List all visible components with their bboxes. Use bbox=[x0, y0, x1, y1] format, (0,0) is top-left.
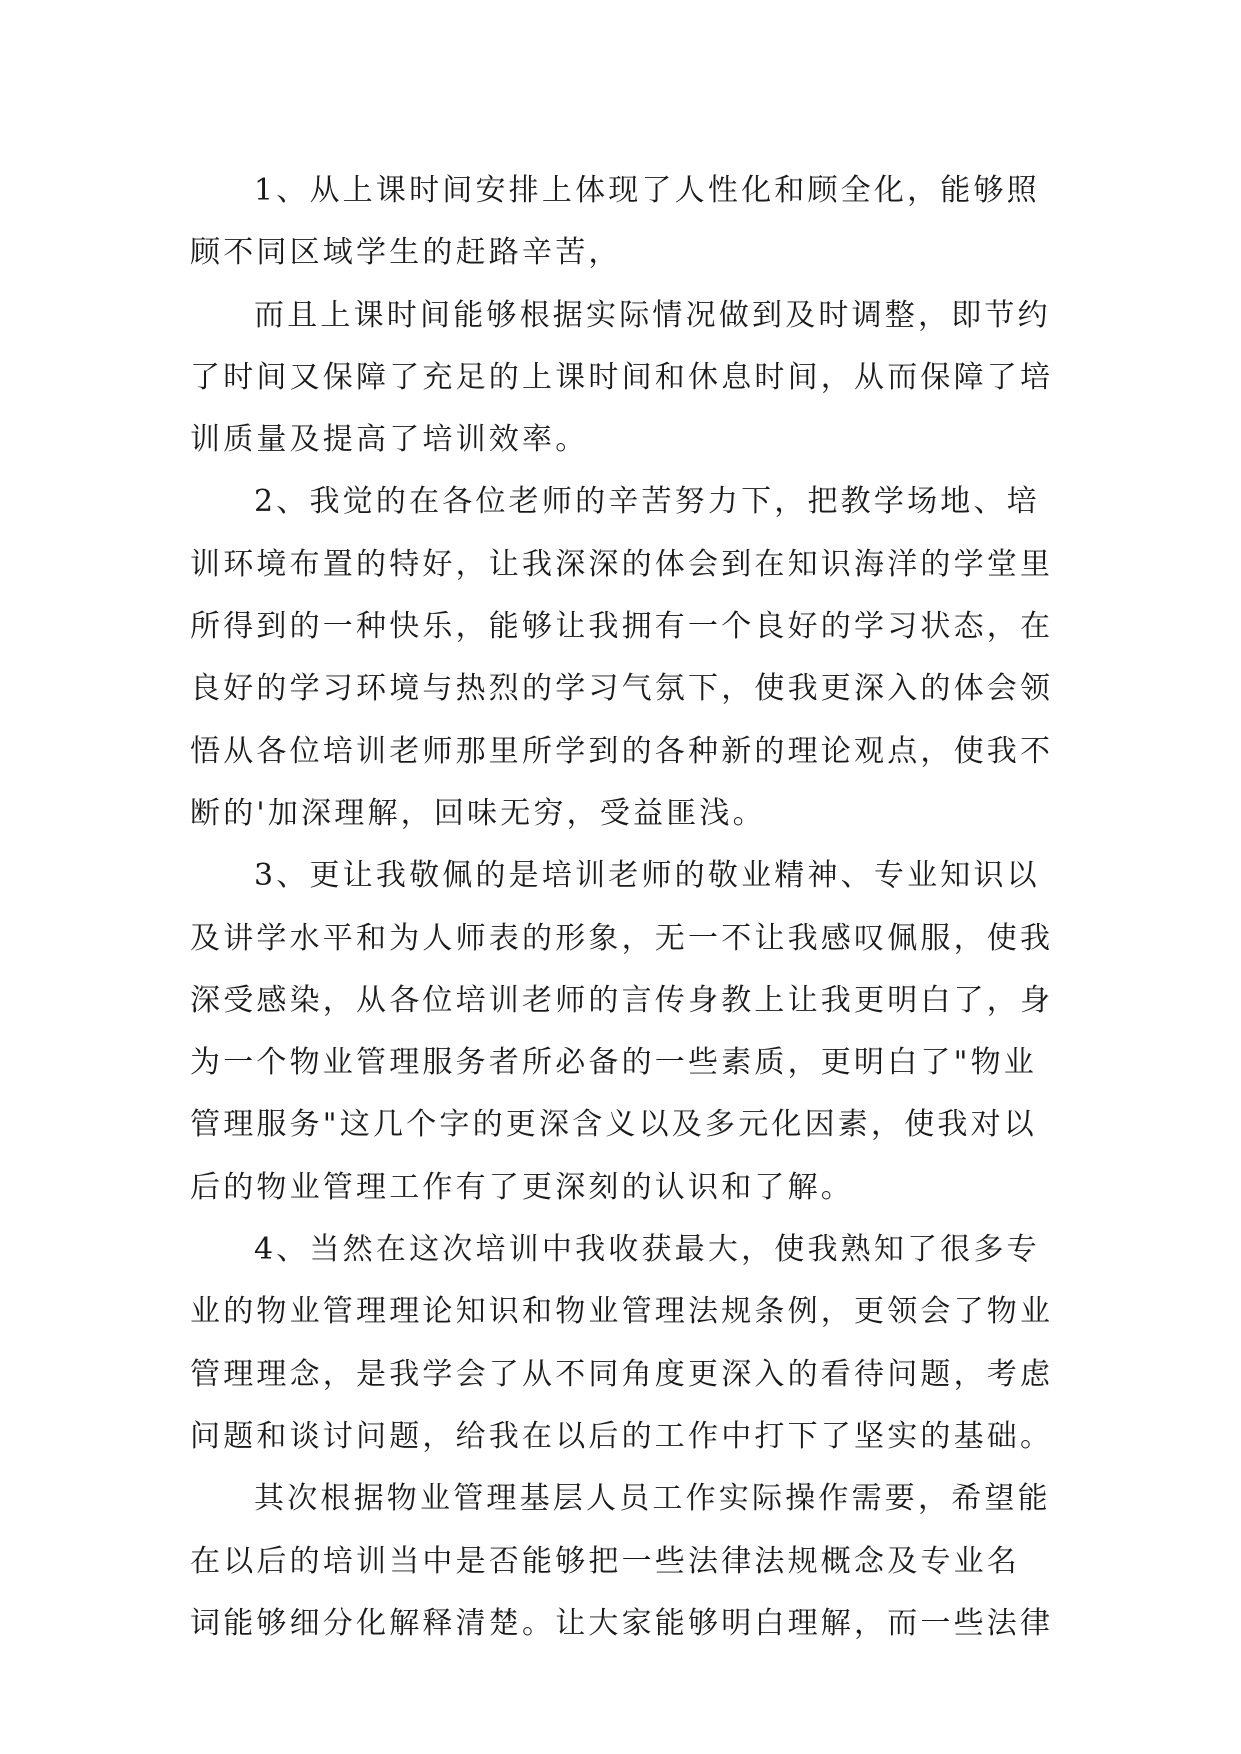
document-body bbox=[190, 160, 1054, 1655]
text-line: 断的'加深理解，回味无穷，受益匪浅。 bbox=[190, 795, 766, 831]
text-line: 业的物业管理理论知识和物业管理法规条例，更领会了物业 bbox=[190, 1294, 1054, 1330]
text-line: 2、我觉的在各位老师的辛苦努力下，把教学场地、培 bbox=[254, 484, 1040, 520]
text-line: 其次根据物业管理基层人员工作实际操作需要，希望能 bbox=[254, 1481, 1051, 1517]
text-line: 而且上课时间能够根据实际情况做到及时调整，即节约 bbox=[254, 297, 1051, 333]
text-line: 词能够细分化解释清楚。让大家能够明白理解，而一些法律 bbox=[190, 1605, 1054, 1641]
text-line: 管理服务"这几个字的更深含义以及多元化因素，使我对以 bbox=[190, 1107, 1037, 1143]
text-line: 问题和谈讨问题，给我在以后的工作中打下了坚实的基础。 bbox=[190, 1418, 1054, 1454]
text-line: 悟从各位培训老师那里所学到的各种新的理论观点，使我不 bbox=[190, 733, 1054, 769]
text-line: 良好的学习环境与热烈的学习气氛下，使我更深入的体会领 bbox=[190, 671, 1054, 707]
text-line: 为一个物业管理服务者所必备的一些素质，更明白了"物业 bbox=[190, 1045, 1037, 1081]
text-line: 及讲学水平和为人师表的形象，无一不让我感叹佩服，使我 bbox=[190, 920, 1054, 956]
text-line: 了时间又保障了充足的上课时间和休息时间，从而保障了培 bbox=[190, 359, 1054, 395]
text-line: 所得到的一种快乐，能够让我拥有一个良好的学习状态，在 bbox=[190, 609, 1054, 645]
text-line: 训质量及提高了培训效率。 bbox=[190, 422, 589, 458]
text-line: 训环境布置的特好，让我深深的体会到在知识海洋的学堂里 bbox=[190, 546, 1054, 582]
text-line: 后的物业管理工作有了更深刻的认识和了解。 bbox=[190, 1169, 854, 1205]
text-line: 3、更让我敬佩的是培训老师的敬业精神、专业知识以 bbox=[254, 858, 1040, 894]
text-line: 管理理念，是我学会了从不同角度更深入的看待问题，考虑 bbox=[190, 1356, 1054, 1392]
text-line: 在以后的培训当中是否能够把一些法律法规概念及专业名 bbox=[190, 1543, 1020, 1579]
text-line: 深受感染，从各位培训老师的言传身教上让我更明白了，身 bbox=[190, 982, 1054, 1018]
text-line: 顾不同区域学生的赶路辛苦， bbox=[190, 235, 622, 271]
text-line: 4、当然在这次培训中我收获最大，使我熟知了很多专 bbox=[254, 1232, 1040, 1268]
text-line: 1、从上课时间安排上体现了人性化和顾全化，能够照 bbox=[254, 173, 1040, 208]
